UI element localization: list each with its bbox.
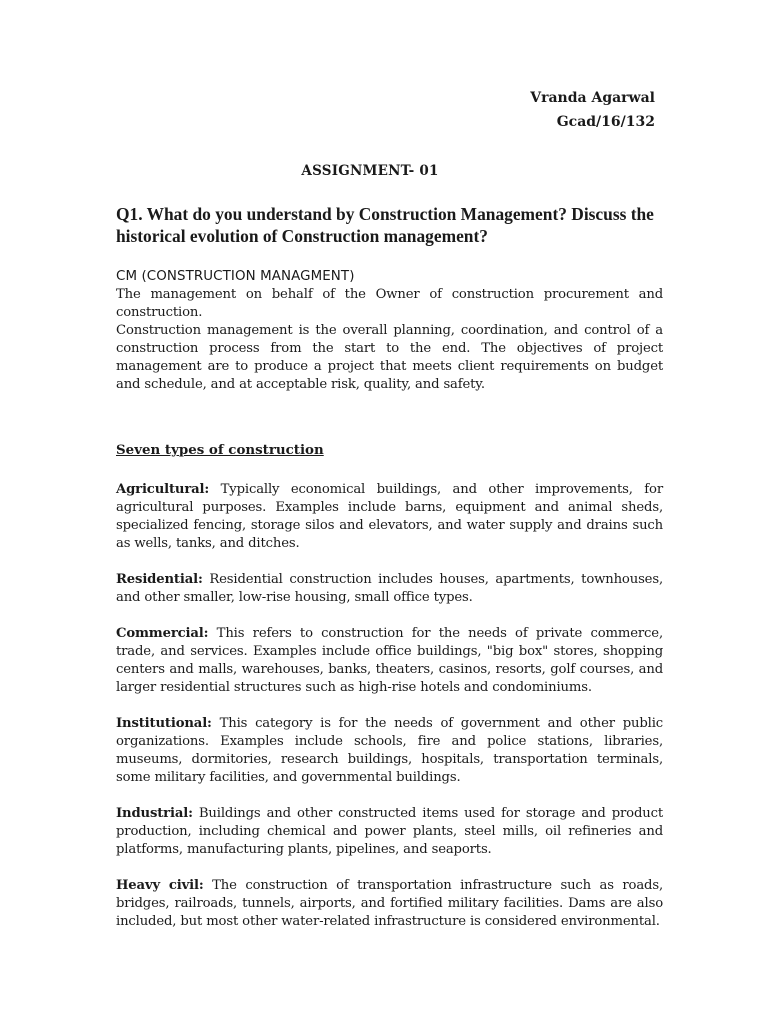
type-text: Typically economical buildings, and other improvements, for agricultural purposes. Examples include barns, equipment and animal sheds, specialized fencing, storage silos and elevators, and water supply and drains such as wells, tanks, and ditches. <box>116 482 663 551</box>
type-label: Industrial: <box>116 806 193 821</box>
type-heavy-civil <box>116 877 663 931</box>
type-agricultural <box>116 481 663 553</box>
type-institutional <box>116 715 663 787</box>
assignment-title: ASSIGNMENT- 01 <box>301 163 439 179</box>
type-text: This category is for the needs of government and other public organizations. Examples include schools, fire and police stations, libraries, museums, dormitories, research buildings, hospitals, transportation terminals, some military facilities, and governmental buildings. <box>116 716 663 785</box>
type-commercial <box>116 625 663 697</box>
type-label: Commercial: <box>116 626 209 641</box>
type-text: The construction of transportation infrastructure such as roads, bridges, railroads, tunnels, airports, and fortified military facilities. Dams are also included, but most other water-related infrastructure is considered environmental. <box>116 878 664 929</box>
type-label: Heavy civil: <box>116 878 204 893</box>
definition-paragraph: The management on behalf of the Owner of construction procurement and construction. <box>116 287 663 320</box>
author-block <box>530 86 655 134</box>
type-text: Residential construction includes houses, apartments, townhouses, and other smaller, low-rise housing, small office types. <box>116 572 664 605</box>
assignment-title-row <box>0 163 768 179</box>
author-name: Vranda Agarwal <box>530 90 655 106</box>
type-label: Agricultural: <box>116 482 210 497</box>
document-body <box>116 203 663 931</box>
question-heading: Q1. What do you understand by Construction Management? Discuss the historical evolution of Construction management? <box>116 204 654 246</box>
type-industrial <box>116 805 663 859</box>
overview-paragraph: Construction management is the overall planning, coordination, and control of a construction process from the start to the end. The objectives of project management are to produce a project that meets client requirements on budget and schedule, and at acceptable risk, quality, and safety. <box>116 323 663 392</box>
section-title: Seven types of construction <box>116 442 324 458</box>
type-label: Residential: <box>116 572 203 587</box>
cm-heading: CM (CONSTRUCTION MANAGMENT) <box>116 269 355 284</box>
type-text: Buildings and other constructed items used for storage and product production, including chemical and power plants, steel mills, oil refineries and platforms, manufacturing plants, pipelines, and seaports. <box>116 806 663 857</box>
type-residential <box>116 571 663 607</box>
type-label: Institutional: <box>116 716 212 731</box>
author-roll-number: Gcad/16/132 <box>556 114 655 130</box>
type-text: This refers to construction for the needs of private commerce, trade, and services. Examples include office buildings, "big box" stores, shopping centers and malls, warehouses, banks, theaters, casinos, resorts, golf courses, and larger residential structures such as high-rise hotels and condominiums. <box>116 626 663 695</box>
